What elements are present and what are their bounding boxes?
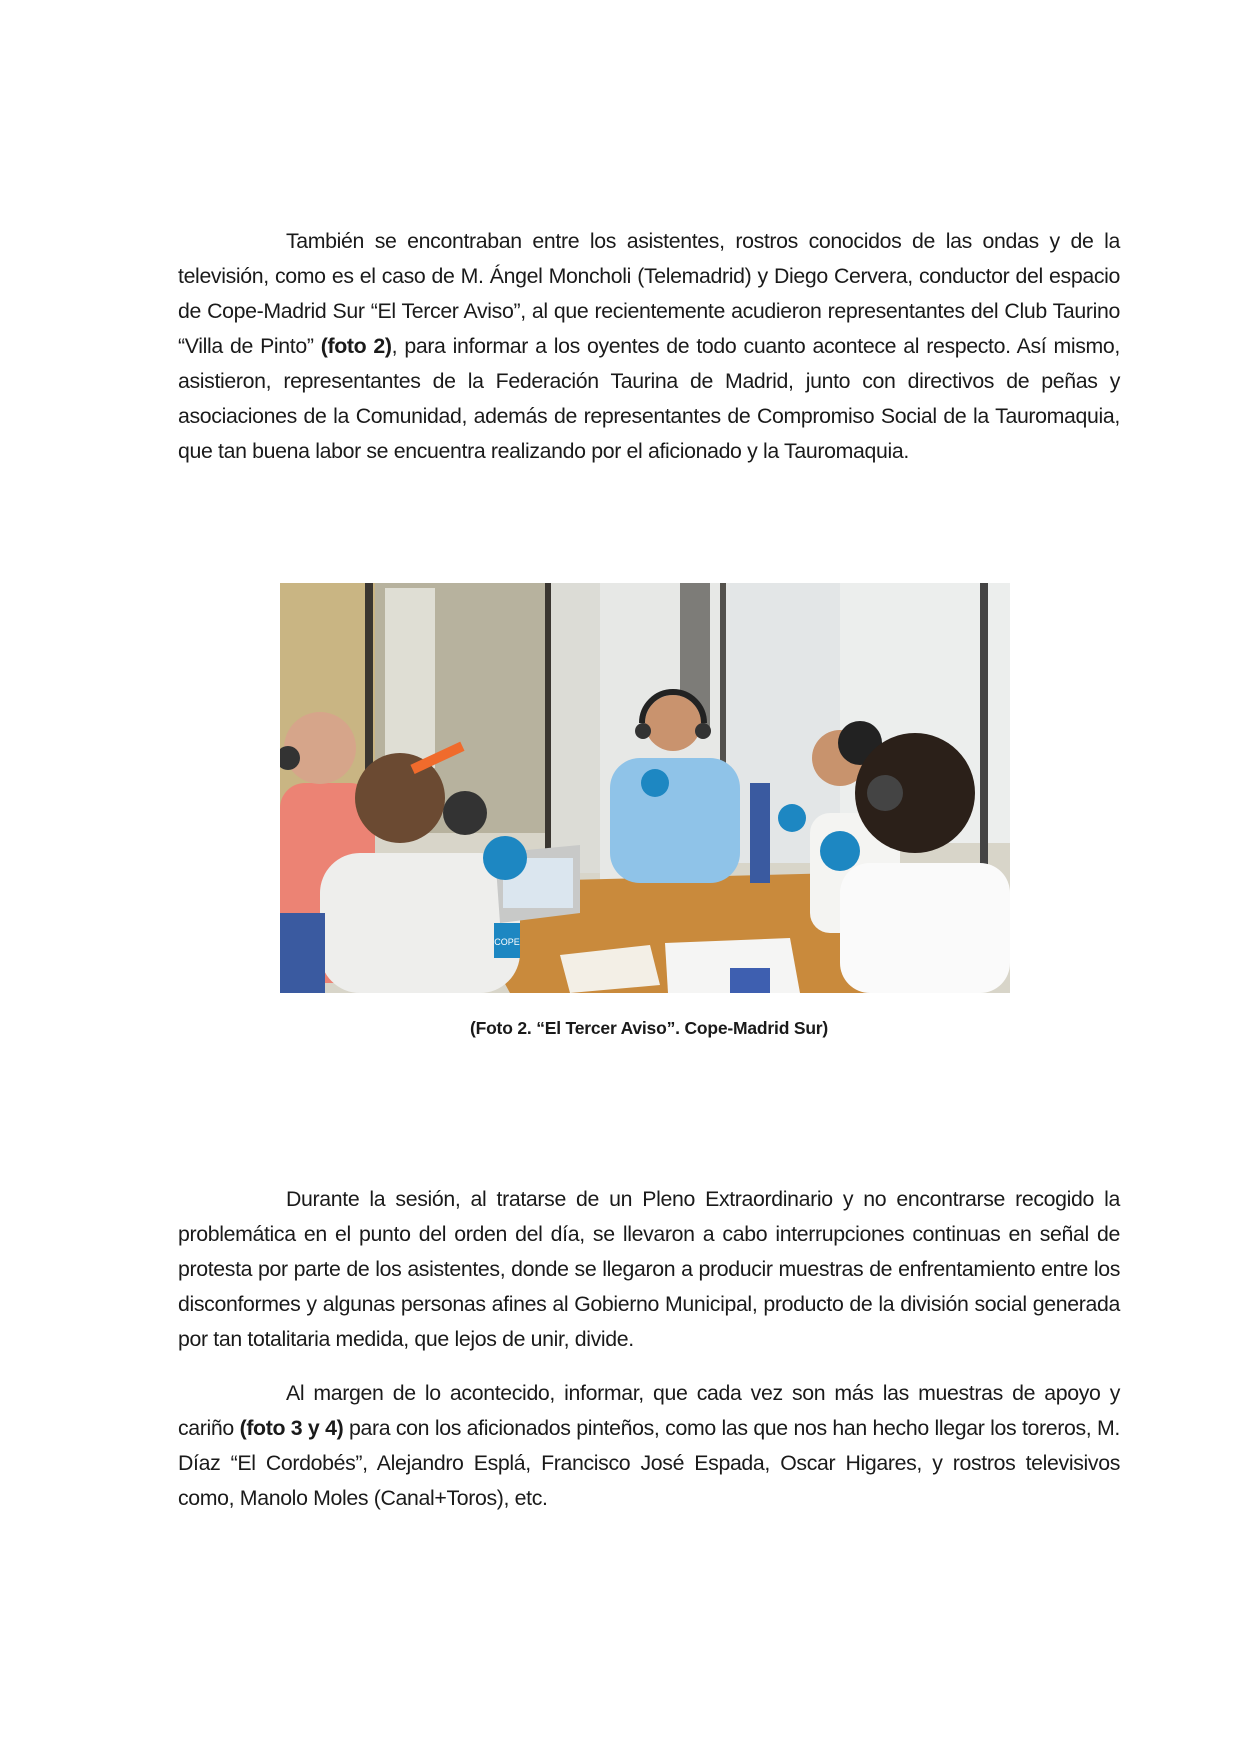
text-segment: para con los aficionados pinteños, como las que nos han hecho llegar los toreros, M. Díaz “El Cordobés”, Alejandro Esplá, Francisco José Espada, Oscar Higares, y rostros televisivos como, Manolo Moles (Canal+Toros), etc.: [178, 1416, 1120, 1510]
text-segment: También se encontraban entre los asistentes, rostros conocidos de las ondas y de la televisión, como es el caso de M. Ángel Moncholi (Telemadrid) y Diego Cervera, conductor del espacio de Cope-Madrid Sur “El Tercer Aviso”, al que recientemente acudieron representantes del Club Taurino “Villa de Pinto”: [178, 229, 1120, 358]
paragraph-asistentes: [178, 224, 1120, 469]
text-segment: , para informar a los oyentes de todo cuanto acontece al respecto. Así mismo, asistieron, representantes de la Federación Taurina de Madrid, junto con directivos de peñas y asociaciones de la Comunidad, además de representantes de Compromiso Social de la Tauromaquia, que tan buena labor se encuentra realizando por el aficionado y la Tauromaquia.: [178, 334, 1120, 463]
host-shirt: [610, 758, 740, 883]
column: [550, 583, 600, 873]
text-segment: Durante la sesión, al tratarse de un Pleno Extraordinario y no encontrarse recogido la problemática en el punto del orden del día, se llevaron a cabo interrupciones continuas en señal de protesta por parte de los asistentes, donde se llegaron a producir muestras de enfrentamiento entre los disconformes y algunas personas afines al Gobierno Municipal, producto de la división social generada por tan totalitaria medida, que lejos de unir, divide.: [178, 1187, 1120, 1351]
radio-studio-illustration: [280, 583, 1010, 993]
bold-reference: (foto 3 y 4): [239, 1416, 344, 1440]
photo-caption: (Foto 2. “El Tercer Aviso”. Cope-Madrid Sur): [469, 1018, 829, 1038]
text-segment: Al margen de lo acontecido, informar, que cada vez son más las muestras de apoyo y cariño: [178, 1381, 1120, 1440]
photo-radio-studio: [280, 583, 1010, 993]
host-head: [645, 695, 701, 751]
microphone-icon: [483, 836, 527, 880]
glass-blocks: [385, 588, 435, 768]
bold-reference: (foto 2): [320, 334, 392, 358]
paragraph-sesion: [178, 1182, 1120, 1357]
svg-text:COPE: COPE: [494, 937, 520, 947]
paragraph-apoyo: [178, 1376, 1120, 1516]
